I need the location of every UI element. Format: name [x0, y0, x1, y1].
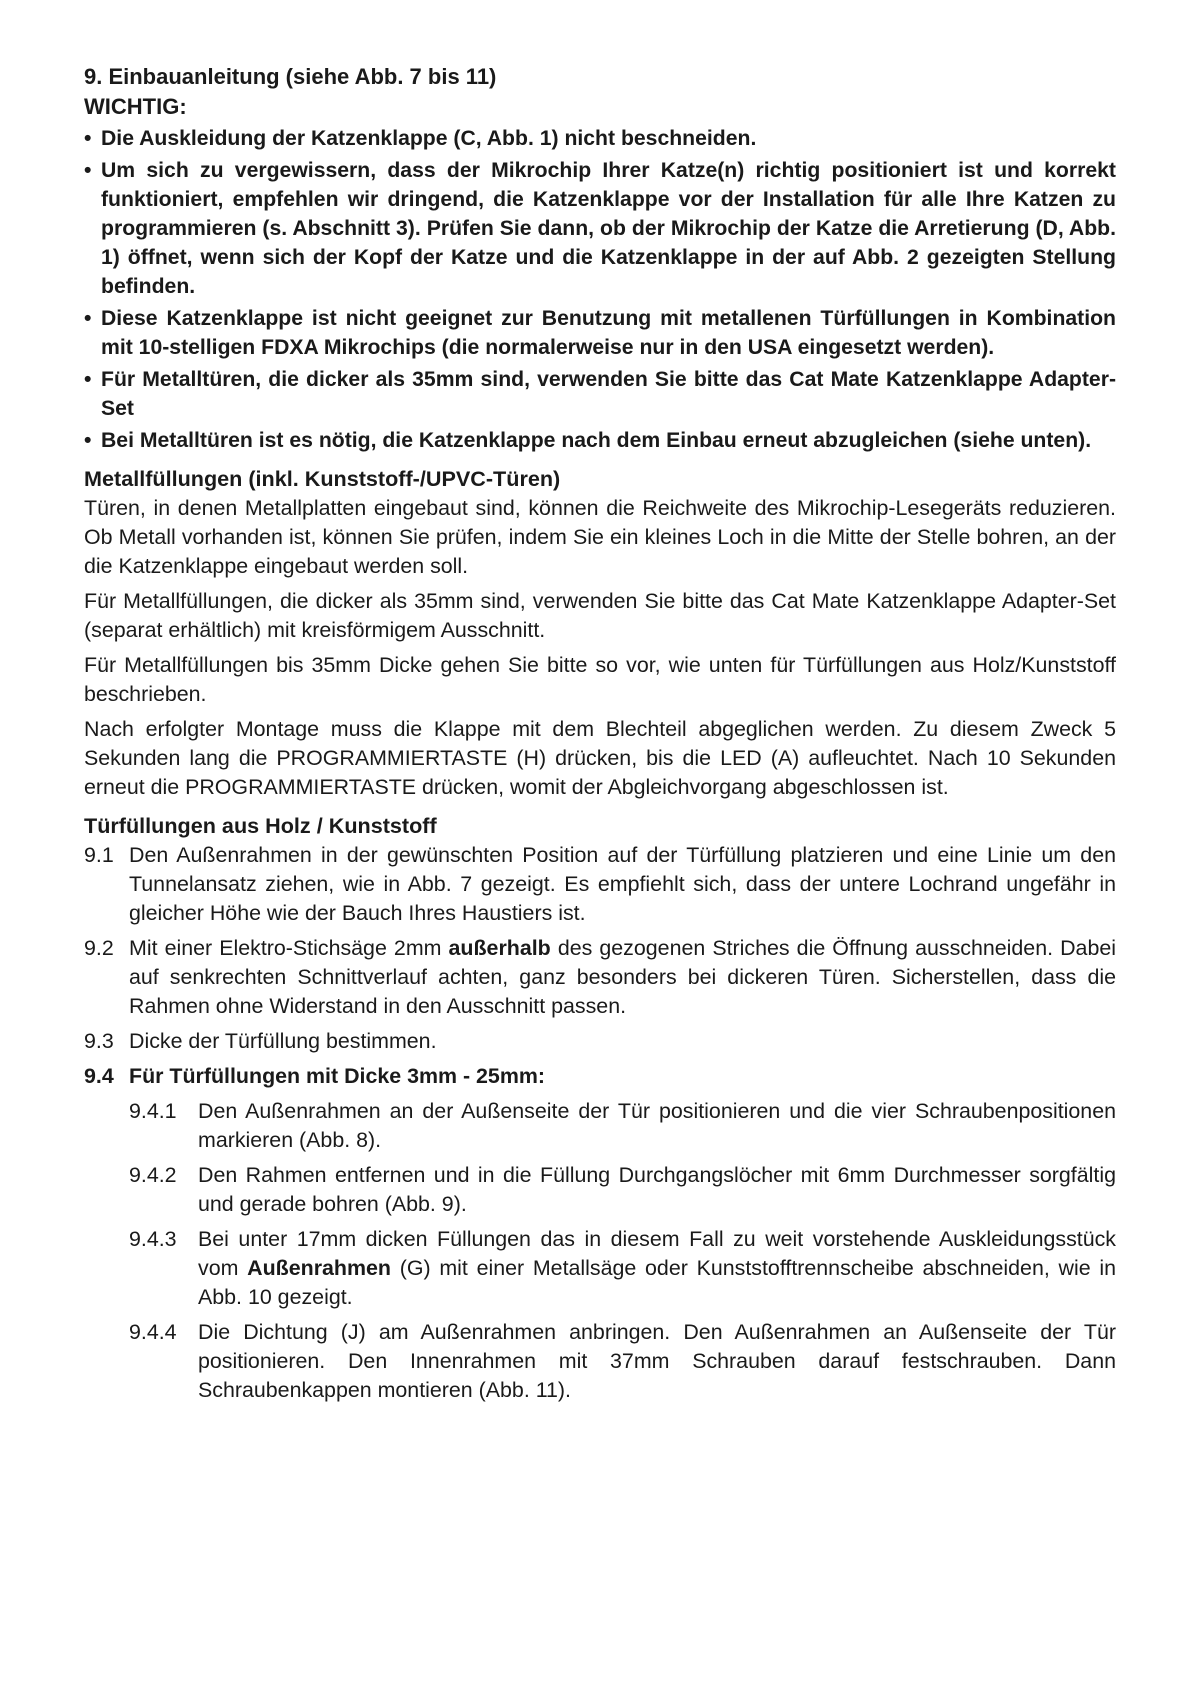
- important-label: WICHTIG:: [84, 94, 187, 119]
- step-text: Mit einer Elektro-Stichsäge 2mm außerhalb des gezogenen Striches die Öffnung ausschneiden. Dabei auf senkrechten Schnittverlauf achten, ganz besonders bei dickeren Türen. Sicherstellen, dass die Rahmen ohne Widerstand in den Ausschnitt passen.: [129, 936, 1116, 1018]
- bullet-icon: •: [84, 307, 92, 330]
- step-9-4: [84, 1062, 1116, 1091]
- metal-section-title: Metallfüllungen (inkl. Kunststoff-/UPVC-Türen): [84, 466, 561, 491]
- step-text: Den Rahmen entfernen und in die Füllung Durchgangslöcher mit 6mm Durchmesser sorgfältig und gerade bohren (Abb. 9).: [198, 1163, 1116, 1216]
- document-page: [84, 62, 1116, 1411]
- list-item: • Für Metalltüren, die dicker als 35mm sind, verwenden Sie bitte das Cat Mate Katzenklappe Adapter-Set: [84, 365, 1116, 423]
- step-text: Bei unter 17mm dicken Füllungen das in diesem Fall zu weit vorstehende Auskleidungsstück vom Außenrahmen (G) mit einer Metallsäge oder Kunststofftrennscheibe abschneiden, wie in Abb. 10 gezeigt.: [198, 1227, 1116, 1309]
- wood-section-title: Türfüllungen aus Holz / Kunststoff: [84, 813, 437, 838]
- step-text: Die Dichtung (J) am Außenrahmen anbringen. Den Außenrahmen an Außenseite der Tür positionieren. Den Innenrahmen mit 37mm Schrauben darauf festschrauben. Dann Schraubenkappen montieren (Abb. 11).: [198, 1320, 1116, 1402]
- list-item: • Um sich zu vergewissern, dass der Mikrochip Ihrer Katze(n) richtig positioniert ist und korrekt funktioniert, empfehlen wir dringend, die Katzenklappe vor der Installation für alle Ihre Katzen zu programmieren (s. Abschnitt 3). Prüfen Sie dann, ob der Mikrochip der Katze die Arretierung (D, Abb. 1) öffnet, wenn sich der Kopf der Katze und die Katzenklappe in der auf Abb. 2 gezeigten Stellung befinden.: [84, 156, 1116, 301]
- step-text: Dicke der Türfüllung bestimmen.: [129, 1029, 437, 1053]
- step-number: 9.1: [84, 843, 114, 867]
- step-text: Den Außenrahmen in der gewünschten Position auf der Türfüllung platzieren und eine Linie um den Tunnelansatz ziehen, wie in Abb. 7 gezeigt. Es empfiehlt sich, dass der untere Lochrand ungefähr in gleicher Höhe wie der Bauch Ihres Haustiers ist.: [129, 843, 1116, 925]
- paragraph: Türen, in denen Metallplatten eingebaut sind, können die Reichweite des Mikrochip-Lesegeräts reduzieren. Ob Metall vorhanden ist, können Sie prüfen, indem Sie ein kleines Loch in die Mitte der Stelle bohren, an der die Katzenklappe eingebaut werden soll.: [84, 496, 1116, 578]
- list-item: • Diese Katzenklappe ist nicht geeignet zur Benutzung mit metallenen Türfüllungen in Kombination mit 10-stelligen FDXA Mikrochips (die normalerweise nur in den USA eingesetzt werden).: [84, 304, 1116, 362]
- step-9-4-2: [84, 1161, 1116, 1219]
- paragraph: Für Metallfüllungen, die dicker als 35mm sind, verwenden Sie bitte das Cat Mate Katzenklappe Adapter-Set (separat erhältlich) mit kreisförmigem Ausschnitt.: [84, 589, 1116, 642]
- step-text: Den Außenrahmen an der Außenseite der Tür positionieren und die vier Schraubenpositionen markieren (Abb. 8).: [198, 1099, 1116, 1152]
- list-item: • Die Auskleidung der Katzenklappe (C, Abb. 1) nicht beschneiden.: [84, 124, 1116, 153]
- step-text: Für Türfüllungen mit Dicke 3mm - 25mm:: [129, 1064, 545, 1088]
- important-list: [84, 124, 1116, 455]
- step-number: 9.4.4: [129, 1320, 177, 1344]
- paragraph: Nach erfolgter Montage muss die Klappe mit dem Blechteil abgeglichen werden. Zu diesem Zweck 5 Sekunden lang die PROGRAMMIERTASTE (H) drücken, bis die LED (A) aufleuchtet. Nach 10 Sekunden erneut die PROGRAMMIERTASTE drücken, womit der Abgleichvorgang abgeschlossen ist.: [84, 717, 1116, 799]
- step-number: 9.3: [84, 1029, 114, 1053]
- step-9-2: [84, 934, 1116, 1021]
- step-9-4-3: [84, 1225, 1116, 1312]
- step-9-4-4: [84, 1318, 1116, 1405]
- step-number: 9.4: [84, 1064, 114, 1088]
- paragraph: Für Metallfüllungen bis 35mm Dicke gehen Sie bitte so vor, wie unten für Türfüllungen aus Holz/Kunststoff beschrieben.: [84, 653, 1116, 706]
- step-9-3: [84, 1027, 1116, 1056]
- bullet-icon: •: [84, 159, 92, 182]
- bullet-icon: •: [84, 429, 92, 452]
- bullet-icon: •: [84, 368, 92, 391]
- step-number: 9.4.1: [129, 1099, 177, 1123]
- section-heading: 9. Einbauanleitung (siehe Abb. 7 bis 11): [84, 64, 497, 89]
- bullet-icon: •: [84, 127, 92, 150]
- step-9-1: [84, 841, 1116, 928]
- step-number: 9.2: [84, 936, 114, 960]
- step-number: 9.4.2: [129, 1163, 177, 1187]
- step-9-4-1: [84, 1097, 1116, 1155]
- step-number: 9.4.3: [129, 1227, 177, 1251]
- list-item: • Bei Metalltüren ist es nötig, die Katzenklappe nach dem Einbau erneut abzugleichen (siehe unten).: [84, 426, 1116, 455]
